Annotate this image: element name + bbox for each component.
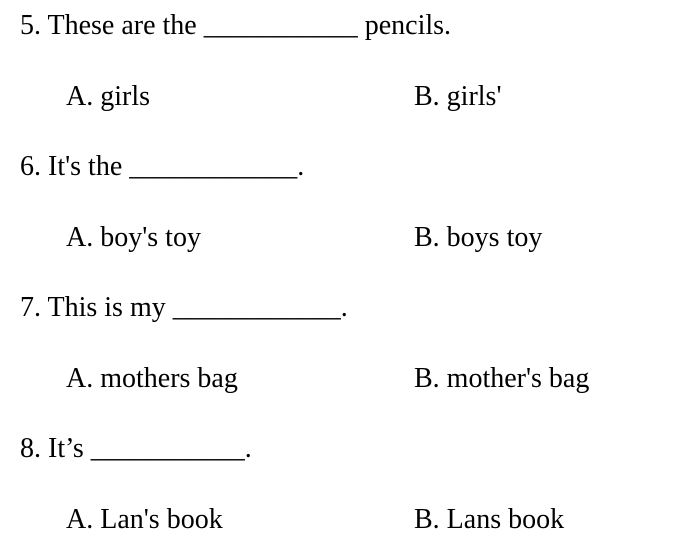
- question-5-prompt: 5. These are the ___________ pencils.: [20, 10, 452, 41]
- question-6-prompt: 6. It's the ____________.: [20, 151, 305, 182]
- question-6-option-b: B. boys toy: [414, 222, 543, 253]
- question-5-option-a: A. girls: [66, 81, 150, 112]
- question-8-prompt: 8. It’s ___________.: [20, 433, 252, 464]
- question-6-option-a: A. boy's toy: [66, 222, 201, 253]
- question-7-option-a: A. mothers bag: [66, 363, 238, 394]
- question-7-option-b: B. mother's bag: [414, 363, 590, 394]
- question-8-option-b: B. Lans book: [414, 504, 565, 535]
- question-5-option-b: B. girls': [414, 81, 502, 112]
- question-7-prompt: 7. This is my ____________.: [20, 292, 348, 323]
- question-8-option-a: A. Lan's book: [66, 504, 223, 535]
